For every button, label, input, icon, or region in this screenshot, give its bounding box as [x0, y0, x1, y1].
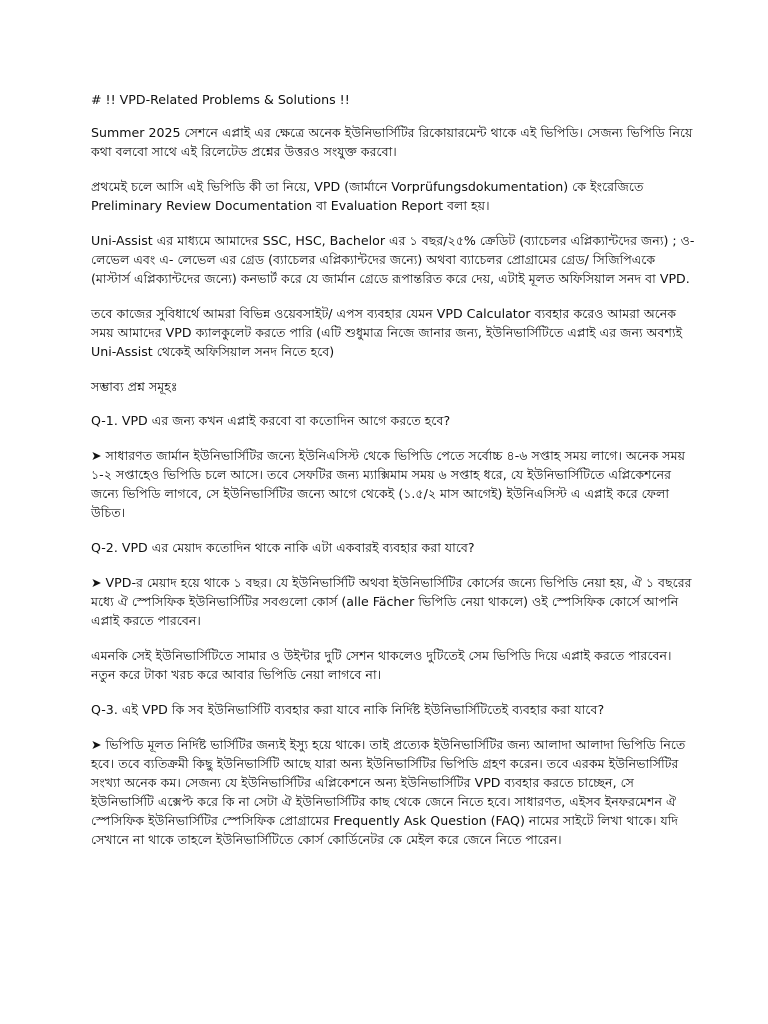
question-3: Q-3. এই VPD কি সব ইউনিভার্সিটি ব্যবহার করা যাবে নাকি নির্দিষ্ট ইউনিভার্সিটিতেই ব্যবহার করা যাবে? — [91, 702, 605, 717]
answer-3: ➤ ভিপিডি মূলত নির্দিষ্ট ভার্সিটির জন্যই ইস্যু হয়ে থাকে। তাই প্রত্যেক ইউনিভার্সিটির জন্য আলাদা আলাদা ভিপিডি নিতে হবে। তবে ব্যতিক্রমী কিছু ইউনিভার্সিটি আছে যারা অন্য ইউনিভার্সিটির ভিপিডি গ্রহণ করেন। তবে এরকম ইউনিভার্সিটির সংখ্যা অনেক কম। সেজন্য যে ইউনিভার্সিটির এপ্লিকেশনে অন্য ইউনিভার্সিটির VPD ব্যবহার করতে চাচ্ছেন, সে ইউনিভার্সিটি এক্সেপ্ট করে কি না সেটা ঐ ইউনিভার্সিটির কাছ থেকে জেনে নিতে হবে। সাধারণত, এইসব ইনফরমেশন ঐ স্পেসিফিক ইউনিভার্সিটির স্পেসিফিক প্রোগ্রামের Frequently Ask Question (FAQ) নামের সাইটে লিখা থাকে। যদি সেখানে না থাকে তাহলে ইউনিভার্সিটিতে কোর্স কোর্ডিনেটর কে মেইল করে জেনে নিতে পারেন। — [91, 737, 686, 847]
paragraph-vpd-calculator: তবে কাজের সুবিধার্থে আমরা বিভিন্ন ওয়েবসাইট/ এপস ব্যবহার যেমন VPD Calculator ব্যবহার করেও আমরা অনেক সময় আমাদের VPD ক্যালকুলেট করতে পারি (এটি শুধুমাত্র নিজে জানার জন্য, ইউনিভার্সিটিতে এপ্লাই এর জন্য অবশ্যই Uni-Assist থেকেই অফিসিয়াল সনদ নিতে হবে) — [91, 306, 683, 359]
answer-2-continued: এমনকি সেই ইউনিভার্সিটিতে সামার ও উইন্টার দুটি সেশন থাকলেও দুটিতেই সেম ভিপিডি দিয়ে এপ্লাই করতে পারবেন। নতুন করে টাকা খরচ করে আবার ভিপিডি নেয়া লাগবে না। — [91, 648, 672, 682]
paragraph-uni-assist: Uni-Assist এর মাধ্যমে আমাদের SSC, HSC, Bachelor এর ১ বছর/২৫% ক্রেডিট (ব্যাচেলর এপ্লিক্যান্টদের জন্য) ; ও- লেভেল এবং এ- লেভেল এর গ্রেড (ব্যাচেলর এপ্লিক্যান্টদের জন্যে) অথবা ব্যাচেলর প্রোগ্রামের গ্রেড/ সিজিপিএকে (মাস্টার্স এপ্লিক্যান্টদের জন্যে) কনভার্ট করে যে জার্মান গ্রেডে রূপান্তরিত করে দেয়, এটাই মূলত অফিসিয়াল সনদ বা VPD. — [91, 233, 695, 286]
document-heading: # !! VPD-Related Problems & Solutions !! — [91, 92, 350, 107]
paragraph-intro: Summer 2025 সেশনে এপ্লাই এর ক্ষেত্রে অনেক ইউনিভার্সিটির রিকোয়ারমেন্ট থাকে এই ভিপিডি। সেজন্য ভিপিডি নিয়ে কথা বলবো সাথে এই রিলেটেড প্রশ্নের উত্তরও সংযুক্ত করবো। — [91, 125, 693, 159]
answer-1: ➤ সাধারণত জার্মান ইউনিভার্সিটির জন্যে ইউনিএসিস্ট থেকে ভিপিডি পেতে সর্বোচ্চ ৪-৬ সপ্তাহ সময় লাগে। অনেক সময় ১-২ সপ্তাহেও ভিপিডি চলে আসে। তবে সেফটির জন্য ম্যাক্সিমাম সময় ৬ সপ্তাহ ধরে, যে ইউনিভার্সিটিতে এপ্লিকেশনের জন্যে ভিপিডি লাগবে, সে ইউনিভার্সিটির জন্যে আগে থেকেই (১.৫/২ মাস আগেই) ইউনিএসিস্ট এ এপ্লাই করে ফেলা উচিত। — [91, 448, 686, 520]
question-2: Q-2. VPD এর মেয়াদ কতোদিন থাকে নাকি এটা একবারই ব্যবহার করা যাবে? — [91, 540, 475, 555]
question-1: Q-1. VPD এর জন্য কখন এপ্লাই করবো বা কতোদিন আগে করতে হবে? — [91, 413, 451, 428]
paragraph-vpd-definition: প্রথমেই চলে আসি এই ভিপিডি কী তা নিয়ে, VPD (জার্মানে Vorprüfungsdokumentation) কে ইংরেজিতে Preliminary Review Documentation বা Evaluation Report বলা হয়। — [91, 179, 644, 213]
paragraph-possible-questions: সম্ভাব্য প্রশ্ন সমূহঃ — [91, 379, 178, 394]
answer-2: ➤ VPD-র মেয়াদ হয়ে থাকে ১ বছর। যে ইউনিভার্সিটি অথবা ইউনিভার্সিটির কোর্সের জন্যে ভিপিডি নেয়া হয়, ঐ ১ বছরের মধ্যে ঐ স্পেসিফিক ইউনিভার্সিটির সবগুলো কোর্স (alle Fächer ভিপিডি নেয়া থাকলে) ওই স্পেসিফিক কোর্সে আপনি এপ্লাই করতে পারবেন। — [91, 575, 692, 628]
